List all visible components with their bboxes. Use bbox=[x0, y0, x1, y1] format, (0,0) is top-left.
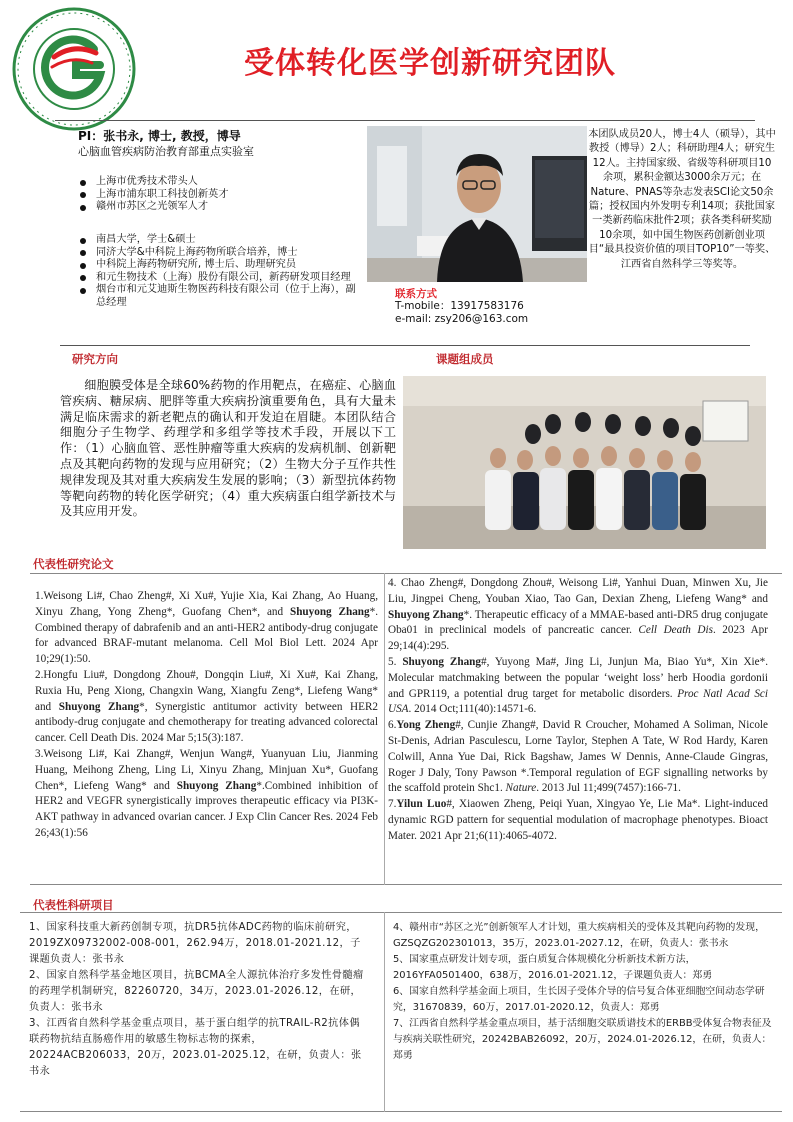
research-text: 细胞膜受体是全球60%药物的作用靶点，在癌症、心脑血管疾病、糖尿病、肥胖等重大疾病扮演重要角色，具有大量未满足临床需求的新老靶点的确认和开发迫在眉睫。本团队结合细胞分子生物学、药理学和多组学等技术手段，开展以下工作：（1）心脑血管、恶性肿瘤等重大疾病的发病机制、创新靶点及其靶向药物的发现与应用研究；（2）生物大分子互作共性规律发现及其对重大疾病发生发展的影响；（3）新型抗体药物等靶向药物的转化医学研究；（4）重大疾病蛋白组学新技术与及其应用开发。 bbox=[60, 378, 396, 519]
publication-text: *. Therapeutic efficacy of a MMAE-based anti-DR5 drug conjugate Oba01 in preclinical models of pancreatic cancer. bbox=[388, 608, 768, 637]
list-item: 南昌大学，学士&硕士 bbox=[78, 234, 358, 247]
publication-text: 5. bbox=[388, 655, 403, 668]
team-intro: 本团队成员20人，博士4人（硕导），其中教授（博导）2人；科研助理4人；研究生12人。主持国家级、省级等科研项目10余项，累积金额达3000余万元；在Nature、PNAS等杂志发表SCI论文50余篇；授权国内外发明专利14项；获批国家一类新药临床批件2项；获各类科研奖励10余项，如中国生物医药创新创业项目“最具投资价值的项目TOP10”一等奖、江西省自然科学三等奖等。 bbox=[588, 129, 776, 270]
publications-left bbox=[35, 589, 378, 842]
publication-text: 3.Weisong Li#, Kai Zhang#, Wenjun Wang#, Yuanyuan Liu, Jianming Huang, Meihong Zheng, Ling Li, Xinyu Zhang, Minjuan Xu*, Guofang Chen*, Liefeng Wang* and bbox=[35, 747, 378, 792]
publication-item bbox=[388, 797, 768, 844]
project-item: 4、赣州市“苏区之光”创新领军人才计划，重大疾病相关的受体及其靶向药物的发现，GZSQZG202301013，35万，2023.01-2027.12，在研，负责人：张书永 bbox=[393, 922, 766, 949]
journal-name: Proc Natl Acad Sci USA bbox=[388, 687, 768, 716]
contact-heading: 联系方式 bbox=[395, 288, 437, 300]
author-highlight: Shuyong Zhang bbox=[388, 608, 464, 621]
divider bbox=[60, 345, 750, 346]
column-divider bbox=[384, 573, 385, 885]
publication-text: #, Cunjie Zhang#, David R Croucher, Mohamed A Soliman, Nicole St-Denis, Adrian Pasculescu, Lorne Taylor, Stephen A Tate, W Rod Hardy, Karen Colwill, Anna Yue Dai, Rick Bagshaw, James W Dennis, Anne-Claude Gingras, Roger J Daly, Tony Pawson *.Temporal regulation of EGF signalling networks by the scaffold protein Shc1. bbox=[388, 719, 768, 795]
author-highlight: Yong Zheng bbox=[396, 719, 456, 732]
list-item: 赣州市苏区之光领军人才 bbox=[78, 201, 358, 214]
university-logo bbox=[10, 5, 138, 133]
list-item: 和元生物技术（上海）股份有限公司，新药研发项目经理 bbox=[78, 272, 358, 285]
publication-item bbox=[388, 655, 768, 718]
research-heading: 研究方向 bbox=[72, 352, 118, 366]
contact-mobile: T-mobile：13917583176 bbox=[395, 300, 524, 312]
projects-right bbox=[391, 920, 779, 1064]
project-item: 3、江西省自然科学基金重点项目，基于蛋白组学的抗TRAIL-R2抗体偶联药物抗结直肠癌作用的敏感生物标志物的探索，20224ACB206033，20万，2023.01-2025.12，在研，负责人：张书永 bbox=[29, 1018, 362, 1077]
publication-text: 6. bbox=[388, 719, 397, 732]
publication-text: . 2023 Apr 29;14(4):295. bbox=[388, 624, 768, 653]
author-highlight: Shuyong Zhang bbox=[58, 700, 140, 713]
publication-item bbox=[388, 576, 768, 655]
project-item: 1、国家科技重大新药创制专项，抗DR5抗体ADC药物的临床前研究，2019ZX09732002-008-001，262.94万，2018.01-2021.12，子课题负责人：张书永 bbox=[29, 922, 361, 965]
publication-text: 1.Weisong Li#, Chao Zheng#, Xi Xu#, Yujie Xia, Kai Zhang, Ao Huang, Xinyu Zhang, Yong Zheng*, Guofang Chen*, and bbox=[35, 590, 378, 618]
projects-heading: 代表性科研项目 bbox=[33, 898, 114, 912]
publication-item bbox=[35, 589, 378, 668]
author-highlight: Shuyong Zhang bbox=[402, 655, 481, 668]
list-item: 上海市优秀技术带头人 bbox=[78, 176, 358, 189]
author-highlight: Yilun Luo bbox=[396, 798, 447, 811]
publication-text: . 2014 Oct;111(40):14571-6. bbox=[408, 703, 537, 716]
project-item: 7、江西省自然科学基金重点项目，基于活细胞交联质谱技术的ERBB受体复合物表征及与疾病关联性研究，20242BAB26092，20万，2024.01-2026.12，在研，负责人：郑勇 bbox=[393, 1018, 772, 1061]
author-highlight: Shuyong Zhang bbox=[289, 605, 370, 618]
list-item: 烟台市和元艾迪斯生物医药科技有限公司（位于上海），副总经理 bbox=[78, 284, 358, 309]
pi-career-list bbox=[78, 234, 358, 310]
pi-lab: 心脑血管疾病防治教育部重点实验室 bbox=[78, 145, 254, 158]
publications-heading: 代表性研究论文 bbox=[33, 557, 114, 571]
project-item: 6、国家自然科学基金面上项目，生长因子受体介导的信号复合体亚细胞空间动态学研究，31670839，60万，2017.01-2020.12，负责人：郑勇 bbox=[393, 986, 765, 1013]
projects-left bbox=[27, 920, 367, 1080]
publication-text: *.Combined inhibition of HER2 and VEGFR synergistically improves therapeutic efficacy via PI3K-AKT pathway in advanced ovarian cancer. J Exp Clin Cancer Res. 2024 Feb 26;43(1):56 bbox=[35, 779, 378, 839]
list-item: 上海市浦东职工科技创新英才 bbox=[78, 189, 358, 202]
project-item: 2、国家自然科学基金地区项目，抗BCMA全人源抗体治疗多发性骨髓瘤的药理学机制研究，82260720，34万，2023.01-2026.12，在研，负责人：张书永 bbox=[29, 970, 364, 1013]
page-title: 受体转化医学创新研究团队 bbox=[244, 46, 616, 81]
list-item: 同济大学&中科院上海药物所联合培养，博士 bbox=[78, 247, 358, 260]
publications-right bbox=[388, 576, 768, 845]
group-heading: 课题组成员 bbox=[436, 352, 494, 366]
publication-text: 4. Chao Zheng#, Dongdong Zhou#, Weisong Li#, Yanhui Duan, Minwen Xu, Jie Liu, Jingpei Cheng, Youban Xiao, Tao Gan, Dexian Zheng, Liefeng Wang* and bbox=[388, 577, 768, 605]
journal-name: Nature bbox=[505, 782, 537, 795]
column-divider bbox=[384, 912, 385, 1112]
author-highlight: Shuyong Zhang bbox=[176, 779, 257, 792]
pi-photo bbox=[367, 126, 587, 282]
team-photo bbox=[403, 376, 766, 549]
publication-text: #, Xiaowen Zheng, Peiqi Yuan, Xingyao Ye, Lie Ma*. Light-induced dynamic RGD pattern for sequential modulation of macrophage phenotypes. Bioact Mater. 2021 Apr 21;6(11):4065-4072. bbox=[388, 798, 768, 842]
publication-text: #, Yuyong Ma#, Jing Li, Junjun Ma, Biao Yu*, Xin Xie*. Molecular matchmaking between the popular ‘weight loss’ herb Hoodia gordonii and GPR119, a potential drug target for metabolic disorders. bbox=[388, 655, 769, 700]
publication-text: *, Synergistic antitumor activity between HER2 antibody-drug conjugate and chemotherapy for treating advanced colorectal cancer. Cell Death Dis. 2024 Mar 5;15(3):187. bbox=[35, 700, 378, 745]
divider bbox=[55, 120, 755, 121]
publication-text: . 2013 Jul 11;499(7457):166-71. bbox=[536, 782, 681, 795]
publication-item bbox=[35, 747, 378, 842]
pi-honors-list bbox=[78, 176, 358, 214]
publication-text: 2.Hongfu Liu#, Dongdong Zhou#, Dongqin Liu#, Xi Xu#, Kai Zhang, Ruxia Hu, Peng Xiong, Changxin Wang, Xiangfu Zeng*, Liefeng Wang* and bbox=[35, 668, 378, 713]
publication-text: *. Combined therapy of dabrafenib and an anti-HER2 antibody-drug conjugate for advanced BRAF-mutant melanoma. Cell Mol Biol Lett. 2024 Apr 10;29(1):50. bbox=[35, 605, 378, 666]
publication-text: 7. bbox=[388, 798, 397, 811]
contact-email[interactable]: e-mail: zsy206@163.com bbox=[395, 313, 529, 325]
list-item: 中科院上海药物研究所, 博士后、助理研究员 bbox=[78, 259, 358, 272]
publication-item bbox=[35, 668, 378, 747]
publication-item bbox=[388, 718, 768, 797]
project-item: 5、国家重点研发计划专项，蛋白质复合体规模化分析新技术新方法，2016YFA0501400，638万，2016.01-2021.12，子课题负责人：郑勇 bbox=[393, 954, 713, 981]
pi-name: PI：张书永, 博士, 教授，博导 bbox=[78, 129, 241, 143]
journal-name: Cell Death Dis bbox=[638, 624, 713, 637]
